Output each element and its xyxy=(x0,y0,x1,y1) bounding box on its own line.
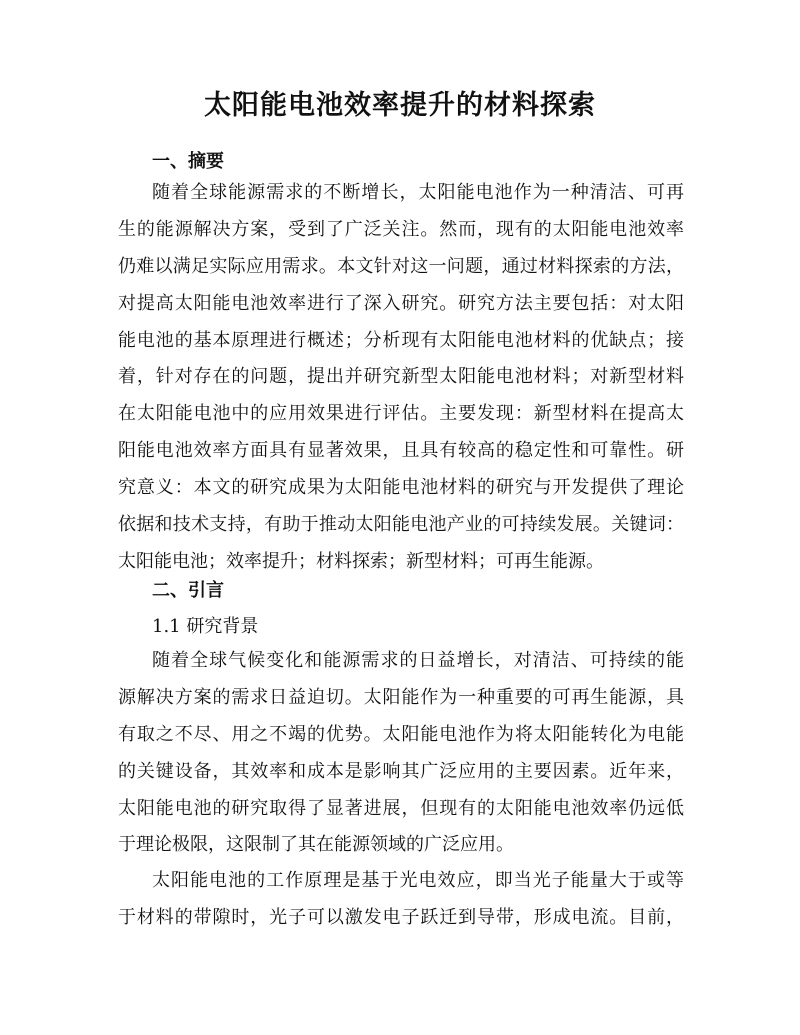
section-heading-introduction: 二、引言 xyxy=(152,580,224,601)
paragraph-line: 能电池的基本原理进行概述；分析现有太阳能电池材料的优缺点；接 xyxy=(118,329,684,351)
paragraph-line: 太阳能电池的研究取得了显著进展，但现有的太阳能电池效率仍远低 xyxy=(118,797,684,819)
paragraph-line: 太阳能电池；效率提升；材料探索；新型材料；可再生能源。 xyxy=(118,550,604,572)
background-paragraph-1 xyxy=(118,643,684,864)
subsection-heading-background: 1.1 研究背景 xyxy=(152,616,259,637)
paragraph-line: 对提高太阳能电池效率进行了深入研究。研究方法主要包括：对太阳 xyxy=(118,292,684,314)
paragraph-line: 着，针对存在的问题，提出并研究新型太阳能电池材料；对新型材料 xyxy=(118,366,684,388)
paragraph-line: 太阳能电池的工作原理是基于光电效应，即当光子能量大于或等 xyxy=(152,870,684,891)
abstract-paragraph xyxy=(118,175,684,581)
paragraph-line: 阳能电池效率方面具有显著效果，且具有较高的稳定性和可靠性。研 xyxy=(118,440,684,462)
paragraph-line: 仍难以满足实际应用需求。本文针对这一问题，通过材料探索的方法， xyxy=(118,255,684,277)
paragraph-line: 于理论极限，这限制了其在能源领域的广泛应用。 xyxy=(118,834,514,856)
paragraph-line: 于材料的带隙时，光子可以激发电子跃迁到导带，形成电流。目前， xyxy=(118,906,684,928)
background-paragraph-2 xyxy=(118,863,684,937)
paragraph-line: 依据和技术支持，有助于推动太阳能电池产业的可持续发展。关键词： xyxy=(118,514,684,536)
document-title: 太阳能电池效率提升的材料探索 xyxy=(204,90,596,121)
paragraph-line: 生的能源解决方案，受到了广泛关注。然而，现有的太阳能电池效率 xyxy=(118,218,684,240)
paragraph-line: 有取之不尽、用之不竭的优势。太阳能电池作为将太阳能转化为电能 xyxy=(118,723,684,745)
paragraph-line: 究意义：本文的研究成果为太阳能电池材料的研究与开发提供了理论 xyxy=(118,477,684,499)
section-heading-abstract: 一、摘要 xyxy=(152,151,224,172)
paragraph-line: 的关键设备，其效率和成本是影响其广泛应用的主要因素。近年来， xyxy=(118,760,684,782)
paragraph-line: 在太阳能电池中的应用效果进行评估。主要发现：新型材料在提高太 xyxy=(118,403,684,425)
paragraph-line: 随着全球能源需求的不断增长，太阳能电池作为一种清洁、可再 xyxy=(152,182,684,203)
paragraph-line: 源解决方案的需求日益迫切。太阳能作为一种重要的可再生能源，具 xyxy=(118,686,684,708)
paragraph-line: 随着全球气候变化和能源需求的日益增长，对清洁、可持续的能 xyxy=(152,650,684,671)
